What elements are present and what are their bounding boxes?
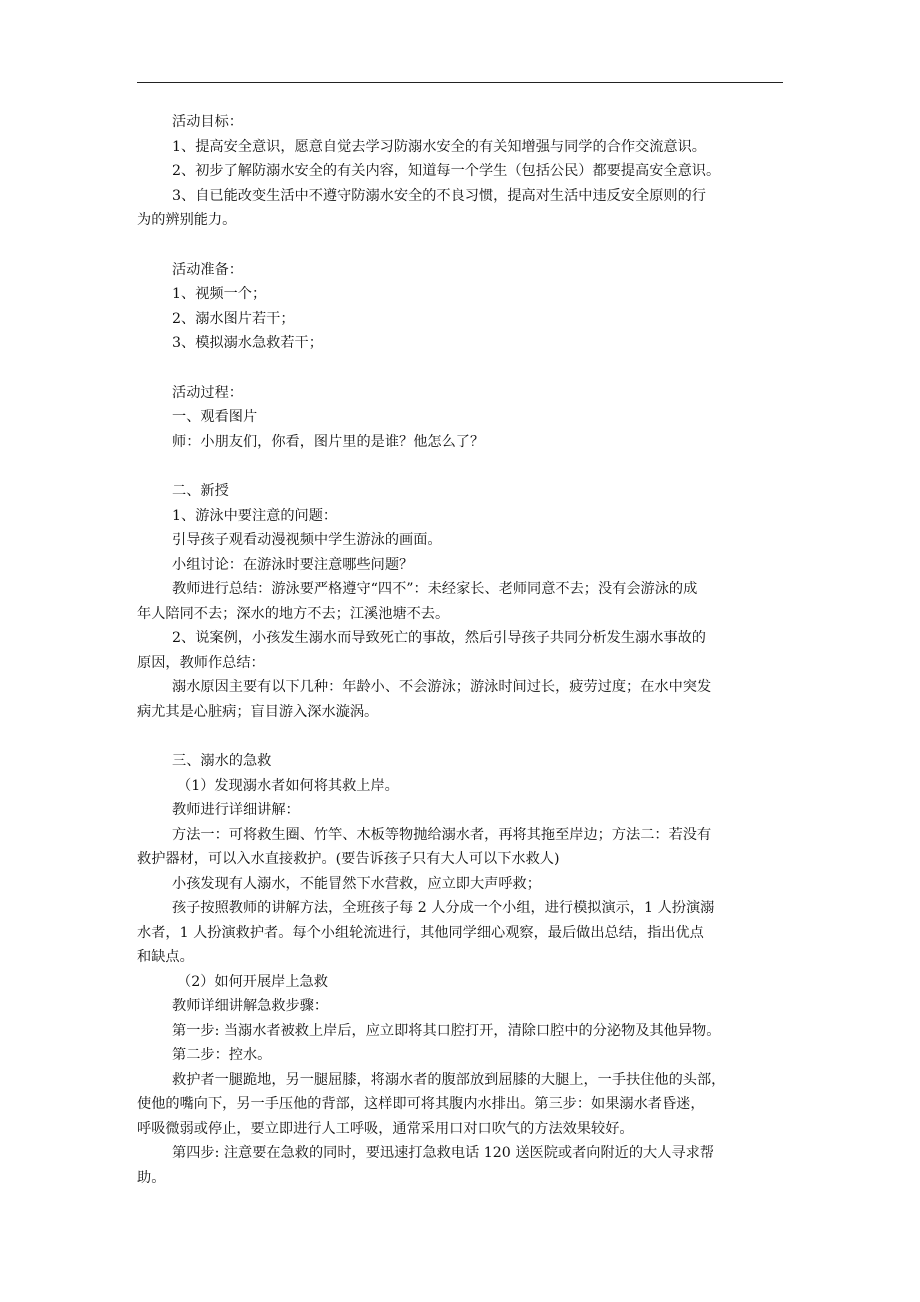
- part2-line-9: 病尤其是心脏病；盲目游入深水漩涡。: [137, 703, 379, 720]
- part3-line-16: 第四步: 注意要在急救的同时，要迅速打急救电话 120 送医院或者向附近的大人寻求帮: [172, 1145, 714, 1161]
- goal-item-3-continued: 为的辨别能力。: [137, 212, 237, 228]
- part3-line-4: 救护器材，可以入水直接救护。(要告诉孩子只有大人可以下水救人): [137, 851, 560, 867]
- part3-line-1: （1）发现溺水者如何将其救上岸。: [177, 777, 399, 794]
- part3-line-7: 水者，1 人扮演救护者。每个小组轮流进行，其他同学细心观察，最后做出总结，指出优点: [137, 924, 704, 941]
- header-rule: [137, 82, 783, 83]
- part3-line-11: 第一步: 当溺水者被救上岸后，应立即将其口腔打开，清除口腔中的分泌物及其他异物。: [172, 1022, 721, 1039]
- part3-line-15: 呼吸微弱或停止，要立即进行人工呼吸，通常采用口对口吹气的方法效果较好。: [137, 1120, 634, 1137]
- part3-title: 三、溺水的急救: [172, 753, 272, 769]
- part3-line-5: 小孩发现有人溺水，不能冒然下水营救，应立即大声呼救；: [172, 875, 541, 892]
- part3-line-6: 孩子按照教师的讲解方法，全班孩子每 2 人分成一个小组，进行模拟演示，1 人扮演溺: [172, 900, 715, 916]
- part3-line-8: 和缺点。: [137, 949, 194, 965]
- document-body: [137, 110, 783, 1190]
- goal-item-1: 1、提高安全意识，愿意自觉去学习防溺水安全的有关知增强与同学的合作交流意识。: [172, 138, 706, 155]
- part3-line-10: 教师详细讲解急救步骤：: [172, 998, 329, 1014]
- part1-title: 一、观看图片: [172, 409, 258, 425]
- spacer: [137, 724, 783, 749]
- process-heading: 活动过程：: [172, 384, 243, 401]
- part3-line-12: 第二步：控水。: [172, 1047, 272, 1063]
- goal-item-3: 3、自已能改变生活中不遵守防溺水安全的不良习惯，提高对生活中违反安全原则的行: [172, 187, 706, 204]
- part3-line-9: （2）如何开展岸上急救: [177, 973, 328, 990]
- part3-line-2: 教师进行详细讲解：: [172, 802, 300, 818]
- part3-line-14: 使他的嘴向下，另一手压他的背部，这样即可将其腹内水排出。第三步：如果溺水者昏迷，: [137, 1096, 705, 1112]
- spacer: [137, 454, 783, 479]
- preparation-item-1: 1、视频一个；: [172, 286, 267, 302]
- part2-line-3: 小组讨论：在游泳时要注意哪些问题？: [172, 556, 414, 573]
- spacer: [137, 356, 783, 381]
- preparation-item-3: 3、模拟溺水急救若干；: [172, 335, 323, 351]
- part2-line-1: 1、游泳中要注意的问题：: [172, 507, 338, 524]
- preparation-heading: 活动准备：: [172, 261, 243, 278]
- part3-line-17: 助。: [137, 1169, 166, 1186]
- part2-title: 二、新授: [172, 483, 229, 499]
- preparation-item-2: 2、溺水图片若干；: [172, 310, 295, 327]
- part3-line-13: 救护者一腿跪地，另一腿屈膝，将溺水者的腹部放到屈膝的大腿上，一手扶住他的头部，: [172, 1071, 726, 1088]
- part2-line-4: 教师进行总结：游泳要严格遵守“四不”：未经家长、老师同意不去；没有会游泳的成: [172, 581, 698, 597]
- part2-line-8: 溺水原因主要有以下几种：年龄小、不会游泳；游泳时间过长，疲劳过度；在水中突发: [172, 679, 712, 695]
- part1-line-1: 师：小朋友们，你看，图片里的是谁？他怎么了？: [172, 433, 485, 450]
- part2-line-5: 年人陪同不去；深水的地方不去；江溪池塘不去。: [137, 605, 450, 622]
- part2-line-2: 引导孩子观看动漫视频中学生游泳的画面。: [172, 532, 442, 548]
- spacer: [137, 233, 783, 258]
- goals-heading: 活动目标：: [172, 114, 243, 130]
- part2-line-6: 2、说案例，小孩发生溺水而导致死亡的事故，然后引导孩子共同分析发生溺水事故的: [172, 630, 706, 646]
- goal-item-2: 2、初步了解防溺水安全的有关内容，知道每一个学生（包括公民）都要提高安全意识。: [172, 163, 721, 179]
- part3-line-3: 方法一：可将救生圈、竹竿、木板等物抛给溺水者，再将其拖至岸边；方法二：若没有: [172, 826, 712, 843]
- part2-line-7: 原因，教师作总结：: [137, 654, 265, 671]
